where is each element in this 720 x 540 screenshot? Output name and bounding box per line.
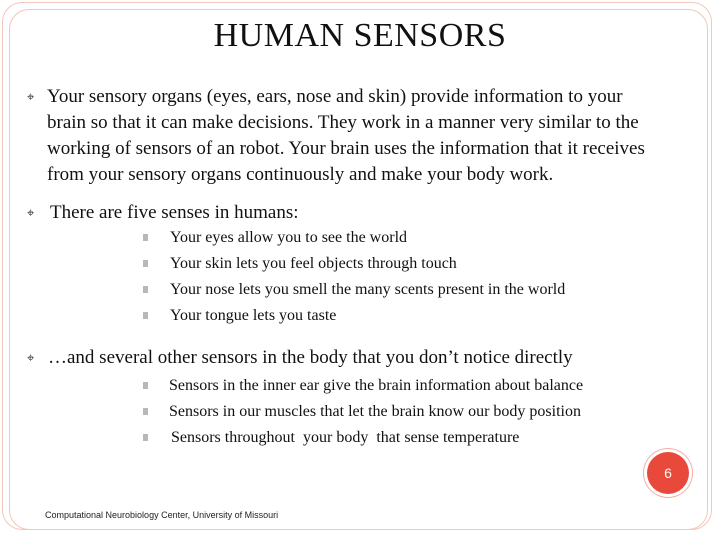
list-item (143, 399, 683, 425)
sub-list-senses (143, 225, 683, 329)
list-item (143, 225, 683, 251)
bullet-1-line-3: working of sensors of an robot. Your brain uses the information that it receives (47, 138, 645, 159)
bullet-1 (27, 84, 687, 188)
sub-bullet-marker (143, 408, 148, 415)
sub-bullet-marker (143, 260, 148, 267)
list-item (143, 425, 683, 451)
bullet-marker: ⌖ (27, 351, 35, 366)
bullet-1-line-4: from your sensory organs continuously and make your body work. (47, 164, 554, 185)
list-item (143, 277, 683, 303)
bullet-marker: ⌖ (27, 206, 35, 221)
sensor-inner-ear: Sensors in the inner ear give the brain information about balance (169, 377, 584, 394)
sub-bullet-marker (143, 234, 148, 241)
sense-tongue: Your tongue lets you taste (170, 307, 337, 324)
sensor-temperature: Sensors throughout your body that sense temperature (171, 429, 520, 446)
bullet-2-text: There are five senses in humans: (50, 202, 299, 223)
footer-credit: Computational Neurobiology Center, University of Missouri (45, 510, 279, 520)
bullet-1-line-1: Your sensory organs (eyes, ears, nose and skin) provide information to your (47, 86, 623, 107)
list-item (143, 251, 683, 277)
bullet-1-line-2: brain so that it can make decisions. They work in a manner very similar to the (47, 112, 639, 133)
list-item (143, 303, 683, 329)
sense-nose: Your nose lets you smell the many scents present in the world (170, 281, 566, 298)
sub-bullet-marker (143, 382, 148, 389)
sub-bullet-marker (143, 286, 148, 293)
list-item (143, 373, 683, 399)
sense-skin: Your skin lets you feel objects through touch (170, 255, 457, 272)
slide-title: HUMAN SENSORS (213, 17, 507, 54)
sensor-muscles: Sensors in our muscles that let the brain know our body position (169, 403, 581, 420)
bullet-marker: ⌖ (27, 90, 35, 105)
bullet-3 (27, 345, 687, 371)
bullet-3-text: …and several other sensors in the body that you don’t notice directly (48, 347, 573, 368)
sub-bullet-marker (143, 434, 148, 441)
bullet-2 (27, 200, 687, 226)
sub-list-other-sensors (143, 373, 683, 451)
sub-bullet-marker (143, 312, 148, 319)
page-number-badge: 6 (647, 452, 689, 494)
sense-eyes: Your eyes allow you to see the world (170, 229, 408, 246)
